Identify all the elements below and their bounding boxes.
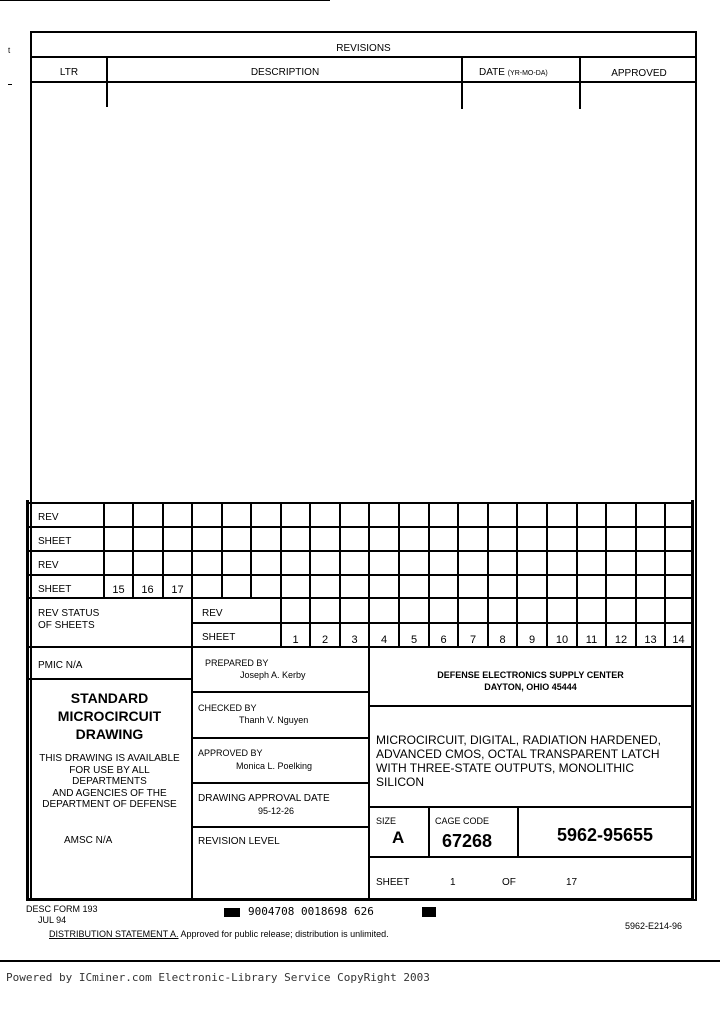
revision-level-label: REVISION LEVEL bbox=[198, 836, 280, 847]
standard-title-line: STANDARD bbox=[70, 690, 149, 706]
divider bbox=[30, 56, 697, 58]
divider bbox=[428, 806, 430, 856]
divider bbox=[28, 678, 191, 680]
date-label: DATE bbox=[479, 67, 505, 78]
divider bbox=[191, 826, 369, 828]
divider bbox=[28, 526, 693, 528]
divider bbox=[605, 502, 607, 647]
distribution-label: DISTRIBUTION STATEMENT A. bbox=[49, 929, 179, 939]
divider bbox=[487, 502, 489, 647]
standard-title-line: DRAWING bbox=[75, 726, 144, 742]
availability-line: FOR USE BY ALL bbox=[69, 765, 150, 776]
rev-status-label: REV STATUS bbox=[38, 608, 100, 619]
row-label-rev: REV bbox=[38, 512, 59, 523]
divider bbox=[576, 502, 578, 647]
frame-bottom bbox=[26, 898, 694, 901]
pmic-label: PMIC N/A bbox=[38, 660, 83, 671]
sheet-number: 6 bbox=[440, 634, 447, 646]
lower-sheet-label: SHEET bbox=[202, 632, 236, 643]
availability-line: DEPARTMENT OF DEFENSE bbox=[42, 799, 177, 810]
sheet-number: 11 bbox=[585, 634, 598, 646]
size-label: SIZE bbox=[376, 816, 397, 826]
divider bbox=[368, 806, 693, 808]
form-date: JUL 94 bbox=[38, 915, 67, 925]
of-label: OF bbox=[502, 877, 516, 888]
distribution-text: Approved for public release; distribution is unlimited. bbox=[180, 929, 389, 939]
sheet-number: 7 bbox=[469, 634, 477, 646]
revisions-entries-area bbox=[32, 83, 695, 498]
sheet-number: 14 bbox=[672, 634, 685, 646]
size-value: A bbox=[392, 828, 405, 847]
divider bbox=[635, 502, 637, 647]
row-label-sheet: SHEET bbox=[38, 584, 72, 595]
description-line: WITH THREE-STATE OUTPUTS, MONOLITHIC bbox=[376, 761, 634, 775]
sheet-number: 3 bbox=[351, 634, 358, 646]
divider bbox=[368, 502, 370, 647]
divider bbox=[516, 502, 518, 647]
cage-code-value: 67268 bbox=[442, 831, 493, 851]
divider bbox=[191, 622, 693, 624]
barcode-block-icon bbox=[422, 907, 436, 917]
form-number: DESC FORM 193 bbox=[26, 904, 98, 914]
sheet-label: SHEET bbox=[376, 877, 410, 888]
approved-by-label: APPROVED BY bbox=[198, 748, 263, 758]
checked-by-name: Thanh V. Nguyen bbox=[239, 715, 309, 725]
sheet-number: 4 bbox=[380, 634, 388, 646]
powered-by-text: Powered by ICminer.com Electronic-Library Service CopyRight 2003 bbox=[6, 971, 430, 984]
barcode-block-icon bbox=[224, 908, 240, 917]
sheet-number: 2 bbox=[321, 634, 329, 646]
availability-line: DEPARTMENTS bbox=[72, 776, 147, 787]
lower-rev-label: REV bbox=[202, 608, 223, 619]
sheet-number: 13 bbox=[644, 634, 657, 646]
divider bbox=[221, 502, 223, 598]
col-description-header: DESCRIPTION bbox=[250, 67, 320, 78]
divider bbox=[368, 705, 693, 707]
rev-status-label: OF SHEETS bbox=[38, 620, 95, 631]
col-ltr-header: LTR bbox=[59, 67, 79, 78]
divider bbox=[28, 574, 693, 576]
col-date-header bbox=[479, 67, 548, 80]
sheet-number: 10 bbox=[555, 634, 569, 646]
divider bbox=[191, 782, 369, 784]
divider bbox=[280, 502, 282, 647]
divider bbox=[664, 502, 666, 647]
divider bbox=[428, 502, 430, 647]
divider bbox=[28, 502, 693, 504]
sheet-number: 12 bbox=[614, 634, 628, 646]
row-label-rev: REV bbox=[38, 560, 59, 571]
prepared-by-name: Joseph A. Kerby bbox=[240, 670, 306, 680]
sheet-value: 1 bbox=[450, 877, 456, 888]
prepared-by-label: PREPARED BY bbox=[205, 658, 269, 668]
description-line: MICROCIRCUIT, DIGITAL, RADIATION HARDENED, bbox=[376, 733, 661, 747]
scan-mark: t bbox=[8, 46, 11, 55]
sheet-number: 16 bbox=[141, 584, 154, 596]
divider bbox=[28, 597, 693, 599]
agency-address: DAYTON, OHIO 45444 bbox=[484, 682, 577, 692]
approved-by-name: Monica L. Poelking bbox=[236, 761, 313, 771]
description-line: ADVANCED CMOS, OCTAL TRANSPARENT LATCH bbox=[376, 747, 660, 761]
col-approved-header: APPROVED bbox=[611, 68, 667, 79]
divider bbox=[457, 502, 459, 647]
availability-line: AND AGENCIES OF THE bbox=[52, 788, 167, 799]
sheet-number: 8 bbox=[499, 634, 506, 646]
distribution-statement bbox=[49, 928, 389, 940]
availability-line: THIS DRAWING IS AVAILABLE bbox=[39, 753, 180, 764]
divider bbox=[28, 550, 693, 552]
amsc-label: AMSC N/A bbox=[64, 835, 113, 846]
divider bbox=[309, 502, 311, 647]
sheet-number: 5 bbox=[410, 634, 418, 646]
cage-code-label: CAGE CODE bbox=[435, 816, 490, 826]
scan-mark bbox=[8, 84, 12, 85]
divider bbox=[368, 856, 693, 858]
agency-name: DEFENSE ELECTRONICS SUPPLY CENTER bbox=[437, 670, 624, 680]
total-sheets: 17 bbox=[566, 877, 578, 888]
approval-date-label: DRAWING APPROVAL DATE bbox=[198, 793, 330, 804]
sheet-number: 1 bbox=[292, 634, 299, 646]
drawing-number: 5962-95655 bbox=[556, 825, 654, 845]
approval-date: 95-12-26 bbox=[258, 806, 295, 816]
date-format: (YR-MO-DA) bbox=[507, 70, 548, 77]
divider bbox=[191, 646, 193, 900]
frame-right bbox=[691, 500, 694, 900]
page-separator bbox=[0, 960, 720, 962]
sheet-number: 15 bbox=[112, 584, 125, 596]
divider bbox=[191, 691, 369, 693]
divider bbox=[339, 502, 341, 647]
divider bbox=[191, 737, 369, 739]
sheet-number: 9 bbox=[528, 634, 536, 646]
sheet-number: 17 bbox=[171, 584, 184, 596]
scan-edge-line bbox=[0, 0, 330, 1]
divider bbox=[398, 502, 400, 647]
description-line: SILICON bbox=[376, 775, 425, 789]
document-code: 5962-E214-96 bbox=[625, 921, 683, 931]
checked-by-label: CHECKED BY bbox=[198, 703, 257, 713]
standard-title-line: MICROCIRCUIT bbox=[57, 708, 162, 724]
barcode-text: 9004708 0018698 626 bbox=[248, 905, 374, 918]
divider bbox=[250, 502, 252, 598]
divider bbox=[546, 502, 548, 647]
revisions-title: REVISIONS bbox=[336, 43, 391, 54]
row-label-sheet: SHEET bbox=[38, 536, 72, 547]
